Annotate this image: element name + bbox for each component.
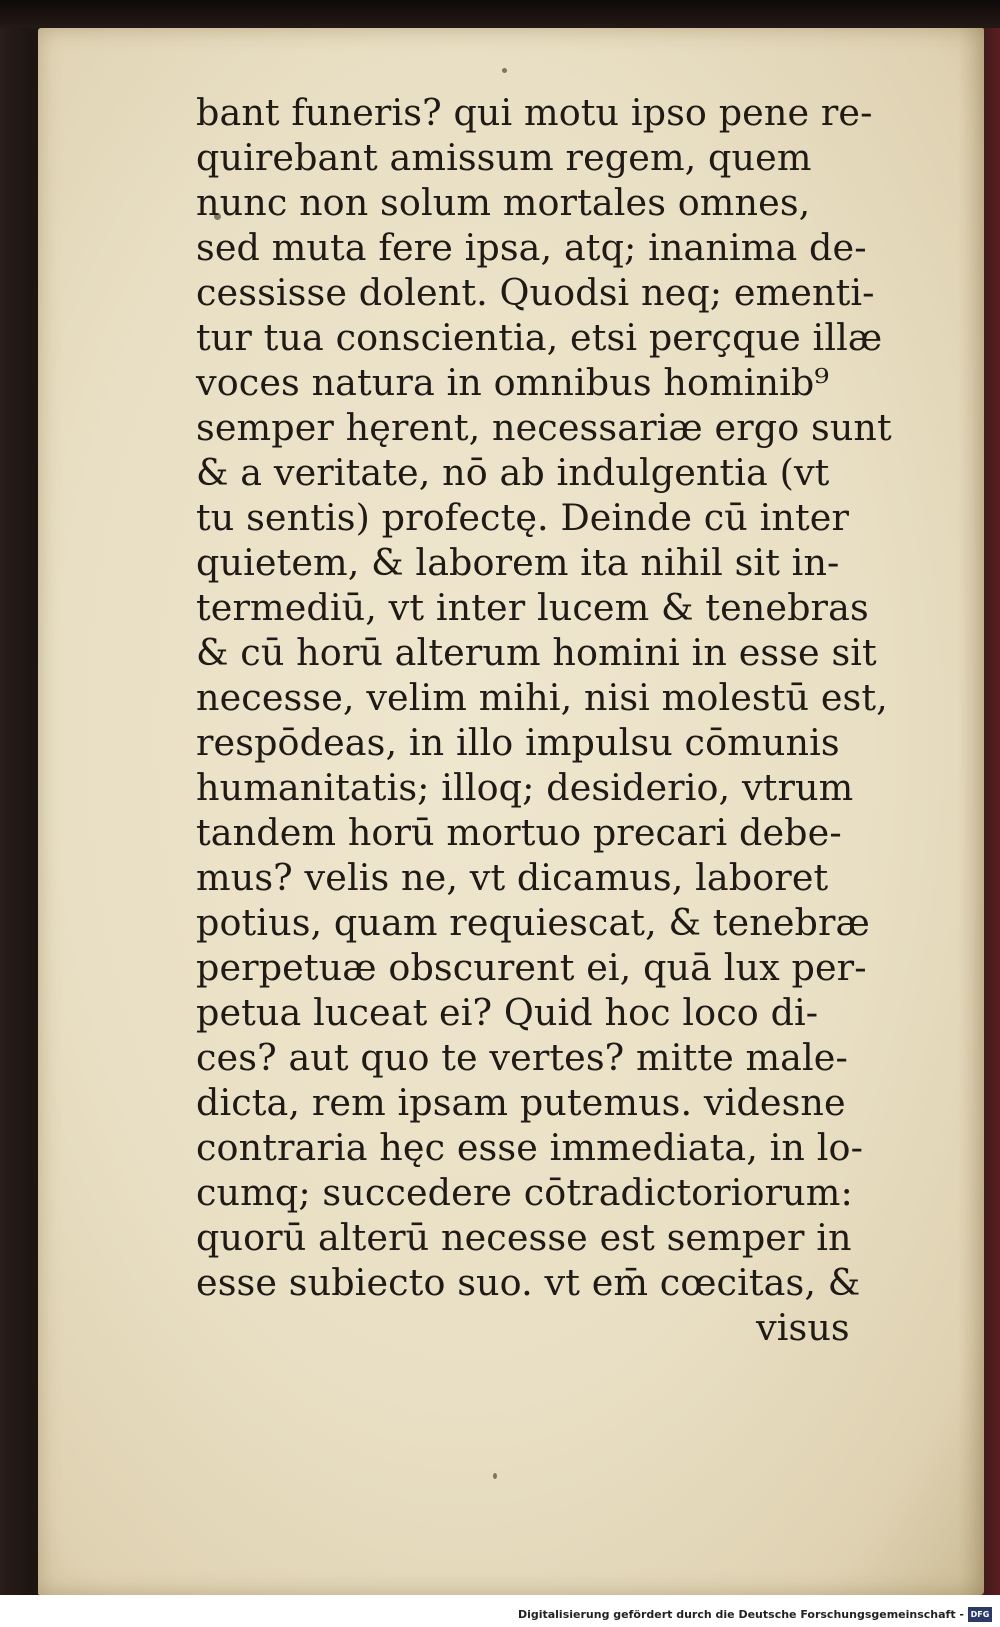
- text-line: nunc non solum mortales omnes,: [196, 181, 811, 224]
- text-line: & cū horū alterum homini in esse sit: [196, 631, 877, 674]
- dfg-logo: DFG: [968, 1607, 992, 1622]
- text-line: termediū, vt inter lucem & tenebras: [196, 586, 869, 629]
- text-line: voces natura in omnibus hominib⁹: [196, 361, 830, 404]
- text-line: quirebant amissum regem, quem: [196, 136, 812, 179]
- ink-speck: [493, 1473, 497, 1479]
- text-line: esse subiecto suo. vt em̄ cœcitas, &: [196, 1261, 861, 1304]
- catchword: visus: [756, 1306, 850, 1349]
- ink-speck: [502, 68, 507, 73]
- credit-text: Digitalisierung gefördert durch die Deutsche Forschungsgemeinschaft -: [517, 1608, 964, 1621]
- text-line: contraria hęc esse immediata, in lo-: [196, 1126, 863, 1169]
- credit-bar: [0, 1595, 1000, 1627]
- text-line: potius, quam requiescat, & tenebræ: [196, 901, 870, 944]
- text-line: quorū alterū necesse est semper in: [196, 1216, 852, 1259]
- text-line: tu sentis) profectę. Deinde cū inter: [196, 496, 850, 539]
- text-line: respōdeas, in illo impulsu cōmunis: [196, 721, 840, 764]
- text-line: quietem, & laborem ita nihil sit in-: [196, 541, 840, 584]
- body-text: [196, 90, 896, 1350]
- text-line: necesse, velim mihi, nisi molestū est,: [196, 676, 888, 719]
- text-line: ces? aut quo te vertes? mitte male-: [196, 1036, 848, 1079]
- text-line: perpetuæ obscurent ei, quā lux per-: [196, 946, 867, 989]
- text-line: tur tua conscientia, etsi perçque illæ: [196, 316, 883, 359]
- text-line: sed muta fere ipsa, atq; inanima de-: [196, 226, 867, 269]
- text-line: dicta, rem ipsam putemus. videsne: [196, 1081, 846, 1124]
- text-line: cessisse dolent. Quodsi neq; ementi-: [196, 271, 875, 314]
- binding-shadow: [0, 0, 1000, 28]
- text-line: mus? velis ne, vt dicamus, laboret: [196, 856, 829, 899]
- text-line: cumq; succedere cōtradictoriorum:: [196, 1171, 853, 1214]
- text-line: humanitatis; illoq; desiderio, vtrum: [196, 766, 854, 809]
- text-line: bant funeris? qui motu ipso pene re-: [196, 91, 873, 134]
- text-line: petua luceat ei? Quid hoc loco di-: [196, 991, 819, 1034]
- text-line: tandem horū mortuo precari debe-: [196, 811, 842, 854]
- text-line: semper hęrent, necessariæ ergo sunt: [196, 406, 892, 449]
- text-line: & a veritate, nō ab indulgentia (vt: [196, 451, 830, 494]
